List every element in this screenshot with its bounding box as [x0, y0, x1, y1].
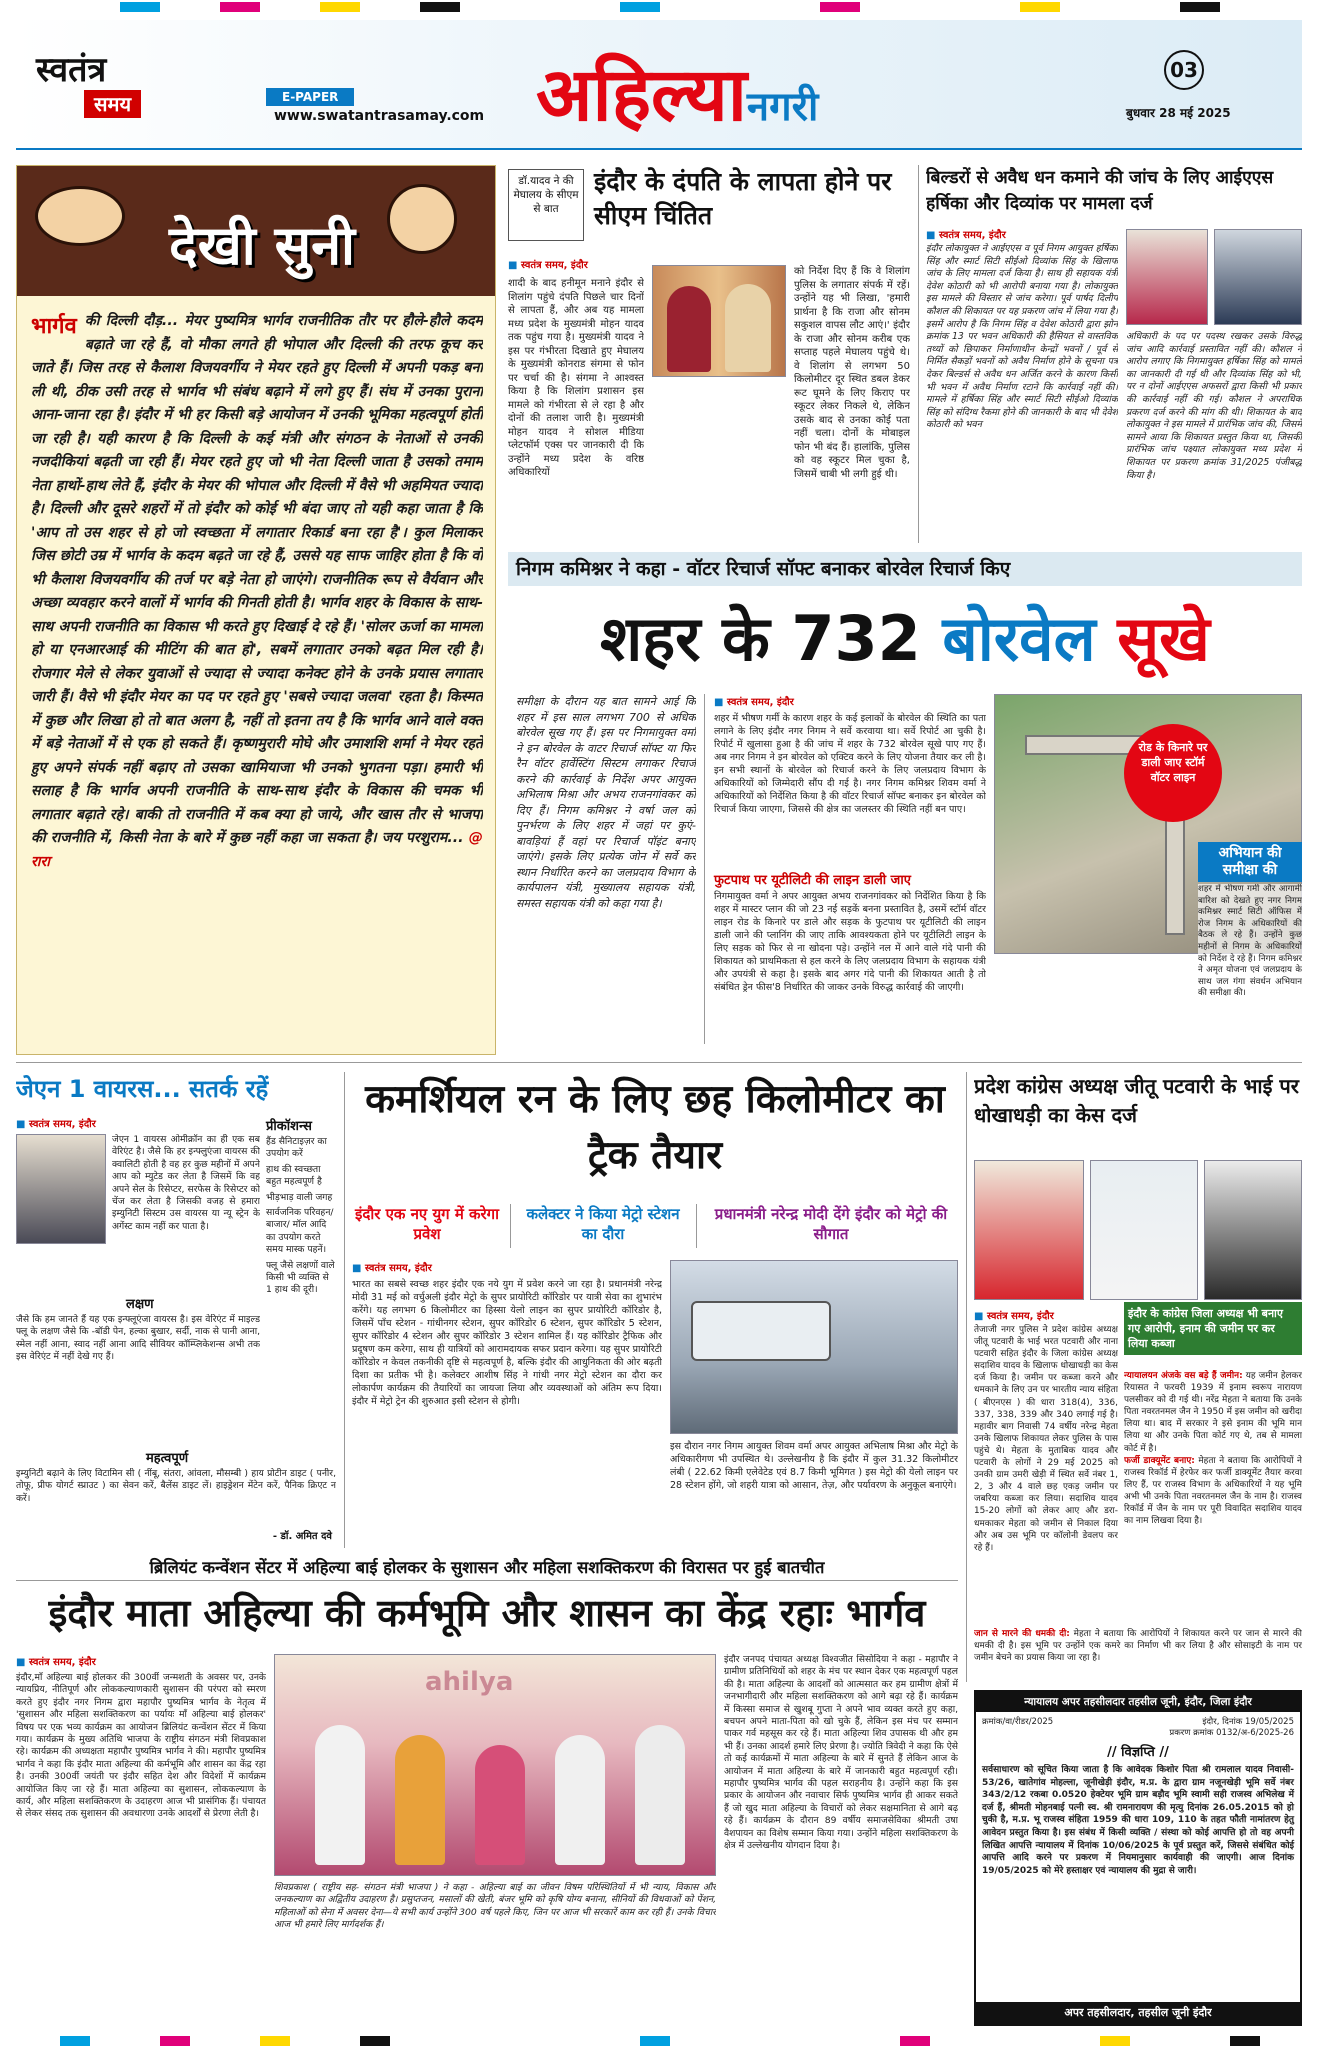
person-figure [395, 1735, 445, 1865]
sadashiv-photo [1090, 1160, 1198, 1300]
story-byline: ■ स्वतंत्र समय, इंदौर [508, 257, 588, 271]
issue-date: बुधवार 28 मई 2025 [1126, 106, 1231, 120]
story-intro: जेएन 1 वायरस ओमीक्रॉन का ही एक सब वेरिएंट है। जैसे कि हर इन्फ्लुएंजा वायरस की क्वालिटी होती है वह हर कुछ महीनों में अपने आप को म्युटेड कर लेता है जिसमें कि वह अपने सेल के रिसेप्टर, सरफेस के रिसेप्टर को चेंज कर लेता है जिसकी वजह से हमारा इम्युनिटी सिस्टम उस वायरस या न्यू स्ट्रेन के अगेंस्ट काम नहीं कर पाता है। [112, 1134, 260, 1232]
ear-icon [387, 184, 457, 254]
story-body: तेजाजी नगर पुलिस ने प्रदेश कांग्रेस अध्यक्ष जीतू पटवारी के भाई भरत पटवारी और नाना पटवारी सहित इंदौर के जिला कांग्रेस अध्यक्ष सदाशिव यादव के खिलाफ धोखाधड़ी का केस दर्ज किया है। जमीन पर कब्जा करने और धमकाने के लिए उन पर भारतीय न्याय संहिता ( बीएनएस ) की धारा 318(4), 336, 337, 338, 339 और 340 लगाई गई है। महावीर बाग निवासी 74 वर्षीय नरेन्द्र मेहता उनके खिलाफ शिकायत लेकर पुलिस के पास पहुंचे थे। मेहता के मुताबिक यादव और पटवारी के लोगों ने 29 मई 2025 को उनकी ग्राम उमरी खेड़ी में स्थित सर्वे नंबर 1, 2, 3 और 4 वाले छह एकड़ जमीन पर जबरिया कब्जा कर लिया। सदाशिव यादव 15-20 लोगों को लेकर आए और डरा-धमकाकर मेहता को जमीन से निकाल दिया और अब उस भूमि पर कॉलोनी डेवलप कर रहे हैं। [974, 1325, 1118, 1553]
story-headline: प्रदेश कांग्रेस अध्यक्ष जीतू पटवारी के भाई पर धोखाधड़ी का केस दर्ज [974, 1074, 1299, 1127]
notice-ref-right: इंदौर, दिनांक 19/05/2025 [1202, 1717, 1294, 1727]
story-headline: इंदौर के दंपति के लापता होने पर सीएम चिंतित [594, 167, 892, 230]
important-text: इम्युनिटी बढ़ाने के लिए विटामिन सी ( नींबू, संतरा, आंवला, मौसम्बी ) हाय प्रोटीन डाइट ( पनीर, तोफू, प्रीफ योगर्ट स्प्राउट ) का सेवन करें, बैलेंस डाइट लें। हाइड्रेशन मेंटेन करें, पैनिक क्रिएट न करें। [16, 1468, 336, 1504]
notice-ref-left: क्रमांक/वा/रीडर/2025 [982, 1717, 1054, 1727]
ahilya-banner-text: ahilya [425, 1667, 514, 1697]
registration-marks [0, 2034, 1318, 2046]
bharat-photo [1204, 1160, 1302, 1300]
column-banner [17, 166, 495, 296]
story-couple-missing [508, 165, 910, 543]
couple-photo [652, 265, 786, 377]
divider [696, 1204, 697, 1248]
bride-figure [667, 286, 711, 372]
person-figure [315, 1725, 365, 1865]
story-col1: इंदौर लोकायुक्त ने आईएएस व पूर्व निगम आयुक्त हर्षिका सिंह और स्मार्ट सिटी सीईओ दिव्यांक सिंह के खिलाफ जांच के लिए मामला दर्ज किया है। साथ ही सहायक यंत्री देवेश कोठारी को भी आरोपी बनाया गया है। लोकायुक्त इस मामले की विस्तार से जांच करेगा। पूर्व पार्षद दिलीप कौशल की शिकायत पर यह प्रकरण जांच में लिया गया है। इसमें आरोप है कि निगम सिंह व देवेश कोठारी द्वारा झोन क्रमांक 13 पर भवन अधिकारी की हैसियत से वास्तविक तथ्यों को छिपाकर निर्माणाधीन केन्द्रों भवनों / पूर्व से निर्मित सैकड़ों भवनों को अवैध निर्माण होने के सूचना पत्र देकर बिल्डर्स से अवैध धन अर्जित करने के कारण किसी भी भवन में अवैध निर्माण रटाने कि कार्रवाई नहीं की। मामले में हर्षिका सिंह और स्मार्ट सिटी सीईओ दिव्यांक सिंह को संदिग्ध रैकमा होने की जानकारी के बाद भी देवेश कोठारी को भवन [926, 243, 1118, 431]
column-signoff: @ रारा [31, 830, 483, 870]
person-figure [555, 1735, 605, 1865]
story-byline: ■ स्वतंत्र समय, इंदौर [714, 694, 794, 708]
metro-photo [670, 1260, 958, 1434]
list-item: भीड़भाड़ वाली जगह [266, 1191, 333, 1203]
subhead-2: फर्जी डाक्यूमेंट बनाए: [1124, 1455, 1195, 1466]
headline-black: शहर के 732 [600, 602, 921, 675]
story-builders-probe [926, 165, 1302, 543]
logo-bottom: समय [84, 90, 141, 118]
story-byline: ■ स्वतंत्र समय, इंदौर [974, 1308, 1054, 1322]
list-item: सार्वजनिक परिवहन/ बाजार/ मॉल आदि का उपयोग करते समय मास्क पहनें। [266, 1207, 334, 1256]
story-headline: जेएन 1 वायरस... सतर्क रहें [16, 1075, 269, 1103]
jitu-photo [974, 1160, 1084, 1300]
photo-caption: शिवप्रकाश ( राष्ट्रीय सह- संगठन मंत्री भाजपा ) ने कहा - अहिल्या बाई का जीवन विषम परिस्थितियों में भी न्याय, विकास और जनकल्याण का अद्वितीय उदाहरण है। प्रसुप्तजन, मसालों की खेती, बंजर भूमि को कृषि योग्य बनाना, सीनियों की विधवाओं को पेंशन, महिलाओं को सेना में अवसर देना—ये सभी कार्य उन्होंने 300 वर्ष पहले किए, जिन पर आज भी सरकारें काम कर रही हैं। उनके विचार आज भी हमारे लिए मार्गदर्शक हैं। [274, 1882, 716, 1931]
story-patwari-fraud [974, 1072, 1302, 1682]
epaper-label: E-PAPER [266, 88, 354, 106]
divider [704, 694, 705, 1044]
divider [344, 1072, 345, 1548]
notice-signature: अपर तहसीलदार, तहसील जूनी इंदौर [976, 2002, 1300, 2024]
story-deck-3: प्रधानमंत्री नरेन्द्र मोदी देंगे इंदौर को मेट्रो की सौगात [714, 1205, 948, 1243]
divider [16, 1062, 1302, 1063]
story-kicker: ब्रिलियंट कन्वेंशन सेंटर में अहिल्या बाई होलकर के सुशासन और महिला सशक्तिकरण की विरासत पर हुई बातचीत [16, 1556, 958, 1581]
story-ahilya [16, 1556, 958, 2026]
story-byline: ■ स्वतंत्र समय, इंदौर [352, 1260, 432, 1274]
notice-case: प्रकरण क्रमांक 0132/अ-6/2025-26 [1169, 1728, 1294, 1738]
story-byline: ■ स्वतंत्र समय, इंदौर [16, 1116, 96, 1130]
story-byline: ■ स्वतंत्र समय, इंदौर [926, 227, 1006, 241]
list-item: हाथ की स्वच्छता बहुत महत्वपूर्ण है [266, 1163, 322, 1188]
column-text: की दिल्ली दौड़... मेयर पुष्यमित्र भार्गव राजनीतिक तौर पर हौले-हौले कदम बढ़ाते जा रहे हैं, वो मौका लगते ही भोपाल और दिल्ली की तरफ कूच कर जाते हैं। जिस तरह से कैलाश विजयवर्गीय ने मेयर रहते हुए दिल्ली में अपनी पकड़ बना ली थी, ठीक उसी तरह से भार्गव भी संबंध बढ़ाने में लगे हुए हैं। संघ में उनका पुराना आना-जाना रहा है। इंदौर में भी हर किसी बड़े आयोजन में उनकी भूमिका महत्वपूर्ण होती जा रही है। यही कारण है कि दिल्ली के कई मंत्री और संगठन के नेताओं से उनकी नजदीकियां बढ़ती जा रही हैं। मेयर रहते हुए जो भी नेता दिल्ली जाता है उसको तमाम नेता हाथों-हाथ लेते हैं, इंदौर के मेयर की भोपाल और दिल्ली में वैसे भी अहमियत ज्यादा है। दिल्ली और दूसरे शहरों में तो इंदौर को कोई भी बंदा जाए तो यही कहा जाता है कि 'आप तो उस शहर से हो जो स्वच्छता में लगातार रिकार्ड बना रहा है'। कुल मिलाकर जिस छोटी उम्र में भार्गव के कदम बढ़ते जा रहे हैं, उससे यह साफ जाहिर होता है कि वो भी कैलाश विजयवर्गीय की तर्ज पर बड़े नेता हो जाएंगे। राजनीतिक रूप से वैर्यवान और अच्छा व्यवहार करने वालों में भार्गव की गिनती होती है। भार्गव शहर के विकास के साथ-साथ अपनी राजनीति का विकास भी करते हुए दिखाई दे रहे हैं। 'सोलर ऊर्जा का मामला हो या एनआरआई की मीटिंग की बात हो', सबमें लगातार उनको बढ़त मिल रही है। रोजगार मेले से लेकर युवाओं से ज्यादा से ज्यादा कनेक्ट होने के उनके प्रयास लगातार जारी हैं। वैसे भी इंदौर मेयर का पद पर रहते हुए 'सबसे ज्यादा जलवा' रहता है। किस्मत में कुछ और लिखा हो तो बात अलग है, नहीं तो इतना तय है कि भार्गव आने वाले वक्त में बड़े नेताओं में से एक हो सकते हैं। कृष्णमुरारी मोघे और उमाशशि शर्मा ने मेयर रहते हुए अपने संपर्क नहीं बढ़ाए तो उसका खामियाजा भी उनको भुगतना पड़ा। हमारी भी सलाह है कि भार्गव अपनी राजनीति के साथ-साथ इंदौर के विकास की चमक भी लगातार बढ़ाते रहे। बाकी तो राजनीति में कब क्या हो जाये, और खास तौर से भाजपा की राजनीति में, किसी नेता के बारे में कुछ नहीं कहा जा सकता है। जय परशुराम... [31, 313, 483, 846]
metro-train-shape [691, 1301, 831, 1361]
precaution-list [266, 1136, 336, 1300]
story-deck-1: इंदौर एक नए युग में करेगा प्रवेश [355, 1205, 499, 1243]
website-link[interactable]: www.swatantrasamay.com [274, 108, 485, 124]
story-kicker: निगम कमिश्नर ने कहा - वॉटर रिचार्ज सॉफ्ट बनाकर बोरवेल रिचार्ज किए [508, 552, 1302, 586]
list-item: हैंड सैनिटाइज़र का उपयोग करें [266, 1136, 327, 1160]
headline-blue: बोरवेल [942, 602, 1096, 675]
story-metro-track [352, 1072, 958, 1548]
event-photo [274, 1654, 716, 1876]
divider [918, 165, 919, 543]
logo-top: स्वतंत्र [36, 50, 107, 90]
person-figure [635, 1725, 685, 1865]
story-borewell [508, 552, 1302, 1052]
notice-title: // विज्ञप्ति // [1107, 1745, 1169, 1760]
title-main: अहिल्या [536, 52, 747, 138]
dropcap-name: भार्गव [31, 314, 77, 339]
notice-header: न्यायालय अपर तहसीलदार तहसील जूनी, इंदौर, जिला इंदौर [976, 1692, 1300, 1712]
story-col1: इंदौर,माँ अहिल्या बाई होलकर की 300वीं जन्मशती के अवसर पर, उनके न्यायप्रिय, नीतिपूर्ण और लोककल्याणकारी सुशासन की परंपरा को स्मरण करते हुए इंदौर नगर निगम द्वारा महापौर पुष्यमित्र भार्गव के नेतृत्व में 'सुशासन और महिला सशक्तिकरण का पर्यायः माँ अहिल्या बाई होलकर' विषय पर एक भव्य कार्यक्रम का आयोजन ब्रिलियंट कन्वेंशन सेंटर में किया गया। कार्यक्रम के मुख्य अतिथि भाजपा के राष्ट्रीय संगठन मंत्री शिवप्रकाश रहे। कार्यक्रम की अध्यक्षता महापौर पुष्यमित्र भार्गव ने की। महापौर पुष्यमित्र भार्गव ने कहा कि इंदौर माता अहिल्या की कर्मभूमि और शासन का केंद्र रहा है। उनकी 300वीं जयंती पर इंदौर सहित देश और विदेशों में कार्यक्रम आयोजित किए जा रहे हैं। माता अहिल्या का सुशासन, लोककल्याण के कार्य, और महिला सशक्तिकरण के उदाहरण आज भी प्रासंगिक हैं। पंचायत से लेकर संसद तक सुशासन की अवधारणा उनके आदर्शों से प्रेरणा लेती है। [16, 1672, 266, 1820]
newspaper-title [536, 50, 1076, 140]
registration-marks [0, 0, 1318, 12]
story-bottom-note [974, 1628, 1302, 1682]
story-side-col [1124, 1370, 1302, 1622]
legal-notice [974, 1690, 1302, 2026]
story-col1: शादी के बाद हनीमून मनाने इंदौर से शिलांग पहुंचे दंपति पिछले चार दिनों से लापता हैं, और अब यह मामला मध्य प्रदेश के मुख्यमंत्री मोहन यादव तक पहुंच गया है। मुख्यमंत्री यादव ने इस पर गंभीरता दिखाते हुए मेघालय के मुख्यमंत्री कोनराड संगमा से फोन पर चर्चा की है। संगमा ने आश्वस्त किया है कि शिलांग प्रशासन इस मामले को गंभीरता से ले रहा है और दोनों की तलाश जारी है। मुख्यमंत्री मोहन यादव ने सोशल मीडिया प्लेटफॉर्म एक्स पर जानकारी दी कि उन्होंने मध्य प्रदेश के वरिष्ठ अधिकारियों [508, 278, 644, 478]
story-body: शहर में भीषण गर्मी के कारण शहर के कई इलाकों के बोरवेल की स्थिति का पता लगाने के लिए इंदौर नगर निगम ने सर्वे करवाया था। सर्वे रिपोर्ट आ चुकी है। रिपोर्ट में खुलासा हुआ है की जांच में शहर के 732 बोरवेल सूखे पाए गए हैं। अब नगर निगम ने इन बोरवेल को एक्टिव करने के लिए योजना तैयार कर ली है। इन सभी स्थानों के बोरवेल को रिचार्ज करने के लिए जलप्रदाय विभाग के अधिकारियों को जिम्मेदारी सौंप दी गई है। नगर निगम कमिश्नर शिवम वर्मा ने अधिकारियों को निर्देशित किया है की वॉटर रिचार्ज सॉफ्ट बनाकर इन बोरवेल को रिचार्ज किया जाएगा, जिससे की क्षेत्र का जलस्तर की स्थिति नहीं बन पाए। [714, 713, 986, 815]
column-dekhi-suni [16, 165, 496, 1055]
subtext-3: मेहता ने बताया कि आरोपियों ने शिकायत करने पर जान से मारने की धमकी दी है। इस भूमि पर उन्होंने एक कमरे का निर्माण भी कर लिया है और सोसाइटी के नाम पर जमीन बेचने का प्रयास किया जा रहा है। [974, 1629, 1302, 1664]
photo-caption: इंदौर के कांग्रेस जिला अध्यक्ष भी बनाए गए आरोपी, इनाम की जमीन पर कर लिया कब्जा [1124, 1302, 1302, 1355]
divyank-photo [1214, 229, 1302, 325]
story-author: - डॉ. अमित दवे [272, 1531, 332, 1542]
story-headline [508, 594, 1302, 684]
story-headline: इंदौर माता अहिल्या की कर्मभूमि और शासन का केंद्र रहाः भार्गव [48, 1591, 926, 1635]
photo-caption: इस दौरान नगर निगम आयुक्त शिवम वर्मा अपर आयुक्त अभिलाष मिश्रा और मेट्रो के अधिकारीगण भी उपस्थित थे। उल्लेखनीय है कि इंदौर में कुल 31.32 किलोमीटर लंबी ( 22.62 किमी एलेवेटेड एवं 8.7 किमी भूमिगत ) इस मेट्रो की येलो लाइन पर 28 स्टेशन होंगे, जो शहरी यात्रा को आसान, तेज़, और पर्यावरण के अनुकूल बनाएंगे। [670, 1441, 958, 1491]
person-figure [475, 1745, 525, 1865]
eye-icon [35, 186, 125, 246]
story-col2: को निर्देश दिए हैं कि वे शिलांग पुलिस के लगातार संपर्क में रहें। उन्होंने यह भी लिखा, 'हमारी प्रार्थना है कि राजा और सोनम सकुशल वापस लौट आएं।' इंदौर के राजा और सोनम करीब एक सप्ताह पहले मेघालय पहुंचे थे। वे शिलांग से लगभग 50 किलोमीटर दूर स्थित डबल डेकर रूट घूमने के लिए किराए पर स्कूटर लेकर निकले थे, लेकिन उसके बाद से उनका कोई पता नहीं चला। दोनों के मोबाइल फोन भी बंद हैं। हालांकि, पुलिस को वह स्कूटर मिल चुका है, जिसमें चाबी भी लगी हुई थी। [794, 266, 910, 480]
story-side-text: शहर में भीषण गर्मी और आगामी बारिश को देखते हुए नगर निगम कमिश्नर स्मार्ट सिटी ऑफिस में रोज निगम के अधिकारियों की बैठक ले रहे हैं। उन्होंने कुछ महीनों से निगम के अधिकारियों को निर्देश दे रहे हैं। निगम कमिश्नर ने अमृत योजना एवं जलप्रदाय के साथ जल गंगा संवर्धन अभियान की समीक्षा की। [1198, 884, 1302, 1046]
headline-red: सूखे [1117, 602, 1210, 675]
story-headline: कमर्शियल रन के लिए छह किलोमीटर का ट्रैक तैयार [365, 1077, 945, 1178]
story-intro: समीक्षा के दौरान यह बात सामने आई कि शहर में इस साल लगभग 700 से अधिक बोरवेल सूख गए हैं। इस पर निगमायुक्त वर्मा ने इन बोरवेल के वाटर रिचार्ज सॉफ्ट या फिर रैन वॉटर हार्वेस्टिंग सिस्टम लगाकर रिचार्ज करने की कार्रवाई के निर्देश अपर आयुक्त अभिलाष मिश्रा और अभय राजनगांवकर को दिए हैं। निगम कमिश्नर ने वर्षा जल को पुनर्भरण के लिए शहर में जहां पर कुएं-बावड़ियां हैं वहां पर रिचार्ज पॉइंट बनाए जाएंगे। इसके लिए प्रत्येक जोन में सर्वे कर स्थान निर्धारित करने का जलप्रदाय विभाग के कार्यपालन यंत्री, मुख्यालय सहायक यंत्री, समस्त सहायक यंत्री को कहा गया है। [516, 695, 696, 910]
subhead-3: जान से मारने की धमकी दी: [974, 1629, 1070, 1639]
story-badge: रोड के किनारे पर डाली जाए स्टॉर्म वॉटर लाइन [1124, 724, 1222, 822]
logo [36, 50, 186, 130]
subtext-2: मेहता ने बताया कि आरोपियों ने राजस्व रिकॉर्ड में हेरफेर कर फर्जी डाक्यूमेंट तैयार करवा लिए हैं, पर राजस्व विभाग के अधिकारियों ने यह भूमि अभी भी उनके पिता नवरतनमल जैन के नाम है। राजस्व रिकॉर्ड में जैन के नाम पर पूरी विवादित सदाशिव यादव का नाम लिखवा दिया है। [1124, 1455, 1302, 1527]
column-body [31, 310, 483, 1040]
divider [966, 1072, 967, 1682]
story-col2: अधिकारी के पद पर पदस्थ रखकर उसके विरुद्ध जांच आदि कार्रवाई प्रस्तावित नहीं की। कौशल ने आरोप लगाए कि निगमायुक्त हर्षिका सिंह को मामले का जानकारी दी गई थी और दिव्यांक सिंह को भी, पर न दोनों आईएएस अफसरों द्वारा किसी भी प्रकार की कार्रवाई नहीं की गई। कौशल ने अपराधिक प्रकरण दर्ज करने की मांग की थी। शिकायत के बाद लोकायुक्त ने इस मामले में प्रारंभिक जांच की, जिसमें सामने आया कि शिकायत प्रस्तुत किया था, जिसकी प्रारंभिक जांच पक्ष्यात लोकायुक्त मध्य प्रदेश में शिकायत पर प्रकरण क्रमांक 31/2025 पंजीबद्ध किया है। [1126, 331, 1302, 481]
title-sub: नगरी [746, 84, 819, 130]
story-deck-2: कलेक्टर ने किया मेट्रो स्टेशन का दौरा [526, 1205, 680, 1243]
important-head: महत्वपूर्ण [146, 1451, 189, 1466]
list-item: फ्लू जैसे लक्षणों वाले किसी भी व्यक्ति से 1 हाथ की दूरी। [266, 1259, 335, 1296]
precaution-head: प्रीकॉशन्स [266, 1119, 312, 1134]
symptom-head: लक्षण [126, 1297, 154, 1312]
story-body: भारत का सबसे स्वच्छ शहर इंदौर एक नये युग में प्रवेश करने जा रहा है। प्रधानमंत्री नरेन्द्र मोदी 31 मई को वर्चुअली इंदौर मेट्रो के सुपर प्रायोरिटी कॉरिडोर पर यात्री सेवा का शुभारंभ करेंगे। यह लगभग 6 किलोमीटर का हिस्सा येलो लाइन का सुपर प्रायोरिटी कॉरिडोर है, जिसमें पाँच स्टेशन - गांधीनगर स्टेशन, सुपर कॉरिडोर 6 स्टेशन, सुपर कॉरिडोर 5 स्टेशन, सुपर कॉरिडोर 4 स्टेशन और सुपर कॉरिडोर 3 स्टेशन शामिल हैं। यह कॉरिडोर ट्रैफिक और प्रदूषण कम करेगा, साथ ही यात्रियों को आरामदायक सफर प्रदान करेगा। यह सुपर प्रायोरिटी कॉरिडोर न केवल तकनीकी दृष्टि से महत्वपूर्ण है, बल्कि इंदौर की आधुनिकता की ओर बढ़ती दिशा का प्रतीक भी है। कलेक्टर आशीष सिंह ने गांधी नगर मेट्रो स्टेशन का दौरा कर लोकार्पण कार्यक्रम की तैयारियों का जायजा लिया और व्यवस्थाओं को अंतिम रूप दिया। इंदौर में मेट्रो ट्रेन की शुरुआत इसी स्टेशन से होगी। [352, 1279, 662, 1407]
subhead-1: न्यायालयन अंजके वस बड़े हैं जमीन: [1124, 1371, 1243, 1381]
groom-figure [725, 284, 771, 372]
story-byline: ■ स्वतंत्र समय, इंदौर [16, 1654, 96, 1668]
story-jn1-virus [16, 1072, 336, 1548]
story-headline: बिल्डरों से अवैध धन कमाने की जांच के लिए आईएएस हर्षिका और दिव्यांक पर मामला दर्ज [926, 168, 1274, 214]
divider [510, 1204, 511, 1248]
notice-body: सर्वसाधारण को सूचित किया जाता है कि आवेदक किशोर पिता श्री रामलाल यादव निवासी- 53/26, खातेगांव मोहल्ला, जूनीखेड़ी इंदौर, म.प्र. के द्वारा ग्राम नजूनखेड़ी भूमि सर्वे नंबर 343/2/12 रकबा 0.0520 हेक्टेयर भूमि ग्राम बड़ौद भूमि स्वामी सही राजस्व अभिलेख में दर्ज हैं, श्रीमती मोहनबाई पत्नी स्व. श्री रामनारायण की मृत्यु दिनांक 26.05.2015 को हो चुकी है, म.प्र. भू राजस्व संहिता 1959 की धारा 109, 110 के तहत फौती नामांतरण हेतु आवेदन प्रस्तुत किया है। इस संबंध में किसी व्यक्ति / संस्था को कोई आपत्ति हो तो वह अपनी लिखित आपत्ति न्यायालय में दिनांक 10/06/2025 के पूर्व प्रस्तुत करें, जिससे संबंधित कोई आपत्ति आदि करने पर प्रकरण में नियमानुसार कार्यवाही की जाएगी। आज दिनांक 19/05/2025 को मेरे हस्ताक्षर एवं न्यायालय की मुद्रा से जारी। [982, 1765, 1294, 1876]
story-col2: इंदौर जनपद पंचायत अध्यक्ष विश्वजीत सिसोदिया ने कहा - महापौर ने ग्रामीण प्रतिनिधियों को शहर के मंच पर स्थान देकर एक महत्वपूर्ण पहल की है। माता अहिल्या के आदर्शों को आत्मसात कर हम ग्रामीण क्षेत्रों में जनभागीदारी और महिला सशक्तिकरण को आगे बढ़ा रहे हैं। कार्यक्रम में किस्सा समाज से खुशबू गुप्ता ने अपने भाव व्यक्त करते हुए कहा, बचपन अपने माता-पिता को खो चुके हैं, लेकिन इस मंच पर सम्मान पाकर गर्व महसूस कर रहे हैं। माता अहिल्या शिव उपासक थी और हम भी हैं। उनका आदर्श हमारे लिए प्रेरणा है। ज्योति त्रिवेदी ने कहा कि ऐसे तो कई कार्यक्रमों में माता अहिल्या के बारे में सुनते हैं लेकिन आज के आयोजन में माता अहिल्या के बारे में जानकारी बहुत महत्वपूर्ण रही। महापौर पुष्यमित्र भार्गव की पहल सराहनीय है। उन्होंने कहा कि इस प्रकार के आयोजन और नवाचार सिर्फ पुष्यमित्र भार्गव ही आकर सकते हैं जो खुद माता अहिल्या के विचारों को लेकर सक्षमानिता से आगे बढ़ रहे हैं। कार्यक्रम के दौरान 89 वर्षीय समाजसेविका श्रीमती उषा वैशपायन का विशेष सम्मान किया गया। उन्होंने महिला सशक्तिकरण के क्षेत्र में उल्लेखनीय योगदान दिया है। [724, 1654, 958, 1852]
story-sub-body: निगमायुक्त वर्मा ने अपर आयुक्त अभय राजनगांवकर को निर्देशित किया है कि शहर में मास्टर प्लान की जो 23 नई सड़कें बनना प्रस्तावित है, उसमें स्टॉर्म वॉटर लाइन रोड के किनारे पर डाले और सड़क के फुटपाथ पर यूटीलिटी की लाइन डाली जाने की प्लानिंग की जाए ताकि आवश्यकता होने पर यूटीलिटी लाइन के लिए सड़क को फिर से ना खोदना पड़े। उन्होंने नल में आने वाले गंदे पानी की शिकायत को प्राथमिकता से हल करने के लिए जलप्रदाय विभाग के सहायक यंत्री और उपयंत्री से कहा है। इसके बाद अगर गंदे पानी की शिकायत आती है तो संबंधित ड्रेन फीस'8 निर्धारित की जाकर उनके विरुद्ध कार्रवाई की जाएगी। [714, 891, 986, 993]
masthead [16, 20, 1302, 150]
story-subhead: फुटपाथ पर यूटीलिटी की लाइन डाली जाए [714, 873, 911, 888]
subtext-1: यह जमीन हेलकर रियासत ने फरवरी 1939 में इनाम स्वरूप नारायण पलसीकर को दी गई थी। नरेंद्र मेहता ने बताया कि उनके पिता नवरतनमल जैन ने 1950 में इस जमीन को खरीदा लिया था। बाद में सरकार ने इसे इनाम की भूमि मान लिया था और उनके पिता कोर्ट गए थे, तब से मामला कोर्ट में है। [1124, 1371, 1302, 1454]
symptom-text: जैसे कि हम जानते हैं यह एक इन्फ्लूएंजा वायरस है। इस वेरिएंट में माइल्ड फ्लू के लक्षण जैसे कि -बॉडी पेन, हल्का बुखार, सर्दी, नाक से पानी आना, स्मेल नहीं आना, स्वाद नहीं आना आदि सीवियर कॉम्प्लिकेशन्स अभी तक इस वेरिएंट में नहीं देखे गए हैं। [16, 1314, 260, 1363]
story-kicker-box: डॉ.यादव ने की मेघालय के सीएम से बात [508, 169, 584, 241]
harshika-photo [1126, 229, 1208, 325]
banner-title: देखी सुनी [168, 213, 356, 277]
doctor-photo [16, 1134, 106, 1244]
page-number: 03 [1164, 50, 1204, 90]
story-side-head: अभियान की समीक्षा की [1198, 842, 1302, 882]
